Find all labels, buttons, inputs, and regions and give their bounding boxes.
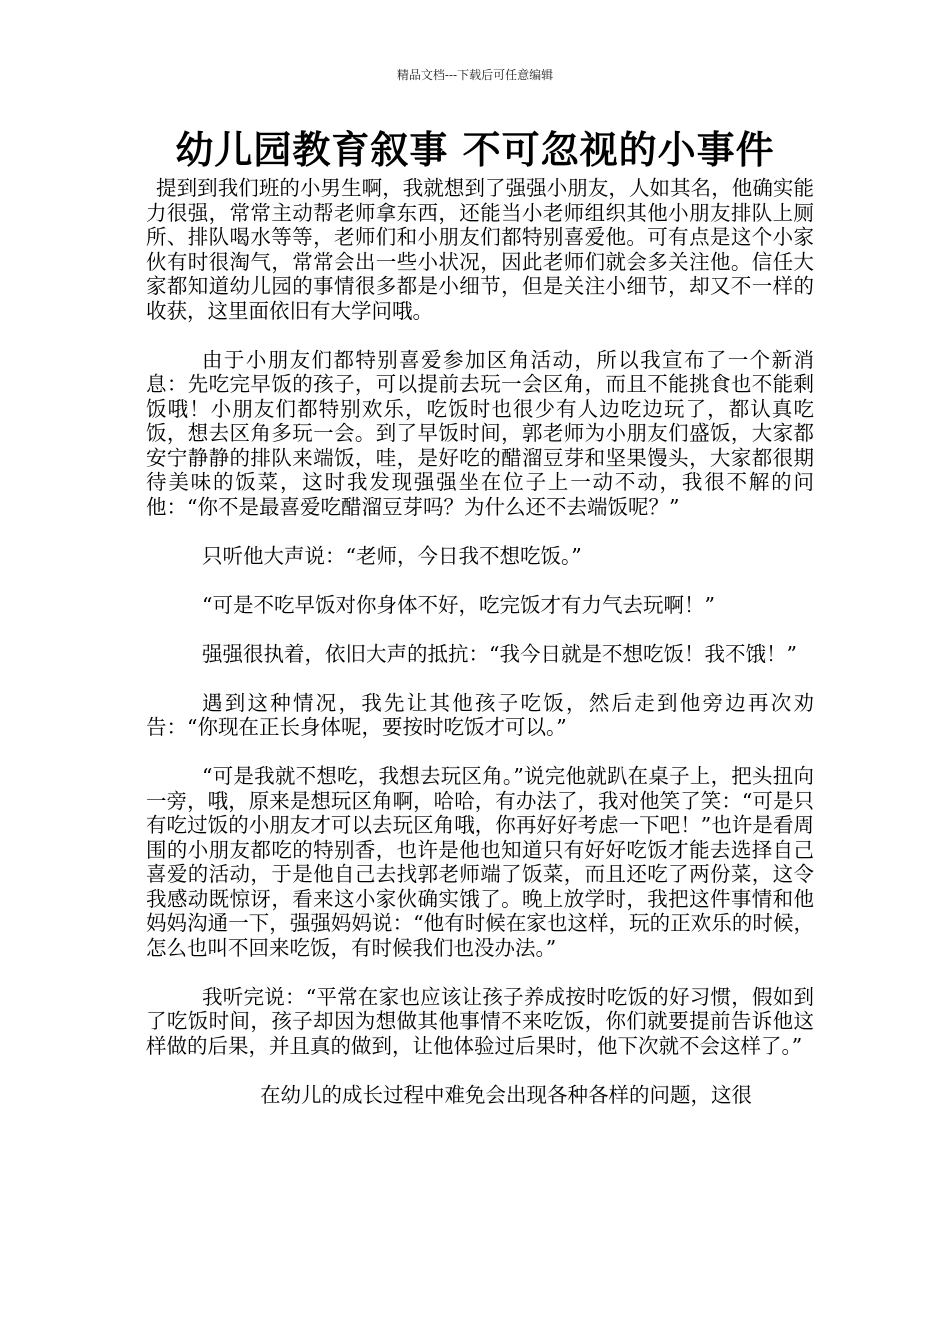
paragraph-5: 强强很执着，依旧大声的抵抗：“我今日就是不想吃饭！我不饿！” — [202, 641, 797, 666]
header-note: 精品文档---下载后可任意编辑 — [396, 68, 554, 82]
paragraph-3: 只听他大声说：“老师，今日我不想吃饭。” — [202, 543, 582, 568]
paragraph-2: 由于小朋友们都特别喜爱参加区角活动，所以我宣布了一个新消息：先吃完早饭的孩子，可以提前去玩一会区角，而且不能挑食也不能剩饭哦！小朋友们都特别欢乐，吃饭时也很少有人边吃边玩了，都认真吃饭，想去区角多玩一会。到了早饭时间，郭老师为小朋友们盛饭，大家都安宁静静的排队来端饭，哇，是好吃的醋溜豆芽和坚果馒头，大家都很期待美味的饭菜，这时我发现强强坐在位子上一动不动，我很不解的问他：“你不是最喜爱吃醋溜豆芽吗？为什么还不去端饭呢？” — [146, 347, 814, 519]
paragraph-4: “可是不吃早饭对你身体不好，吃完饭才有力气去玩啊！” — [202, 592, 715, 617]
paragraph-1: 提到到我们班的小男生啊，我就想到了强强小朋友，人如其名，他确实能力很强，常常主动帮老师拿东西，还能当小老师组织其他小朋友排队上厕所、排队喝水等等，老师们和小朋友们都特别喜爱他。可有点是这个小家伙有时很淘气，常常会出一些小状况，因此老师们就会多关注他。信任大家都知道幼儿园的事情很多都是小细节，但是关注小细节，却又不一样的收获，这里面依旧有大学问哦。 — [146, 176, 814, 323]
paragraph-9: 在幼儿的成长过程中难免会出现各种各样的问题，这很 — [260, 1082, 752, 1107]
paragraph-6: 遇到这种情况，我先让其他孩子吃饭，然后走到他旁边再次劝告：“你现在正长身体呢，要按时吃饭才可以。” — [146, 690, 814, 739]
document-title: 幼儿园教育叙事 不可忽视的小事件 — [175, 128, 775, 172]
document-body — [146, 176, 814, 1107]
paragraph-7: “可是我就不想吃，我想去玩区角。”说完他就趴在桌子上，把头扭向一旁，哦，原来是想玩区角啊，哈哈，有办法了，我对他笑了笑：“可是只有吃过饭的小朋友才可以去玩区角哦，你再好好考虑一下吧！”也许是看周围的小朋友都吃的特别香，也许是他也知道只有好好吃饭才能去选择自己喜爱的活动，于是他自己去找郭老师端了饭菜，而且还吃了两份菜，这令我感动既惊讶，看来这小家伙确实饿了。晚上放学时，我把这件事情和他妈妈沟通一下，强强妈妈说：“他有时候在家也这样，玩的正欢乐的时候，怎么也叫不回来吃饭，有时候我们也没办法。” — [146, 764, 814, 960]
paragraph-8: 我听完说：“平常在家也应该让孩子养成按时吃饭的好习惯，假如到了吃饭时间，孩子却因为想做其他事情不来吃饭，你们就要提前告诉他这样做的后果，并且真的做到，让他体验过后果时，他下次就不会这样了。” — [146, 984, 814, 1058]
